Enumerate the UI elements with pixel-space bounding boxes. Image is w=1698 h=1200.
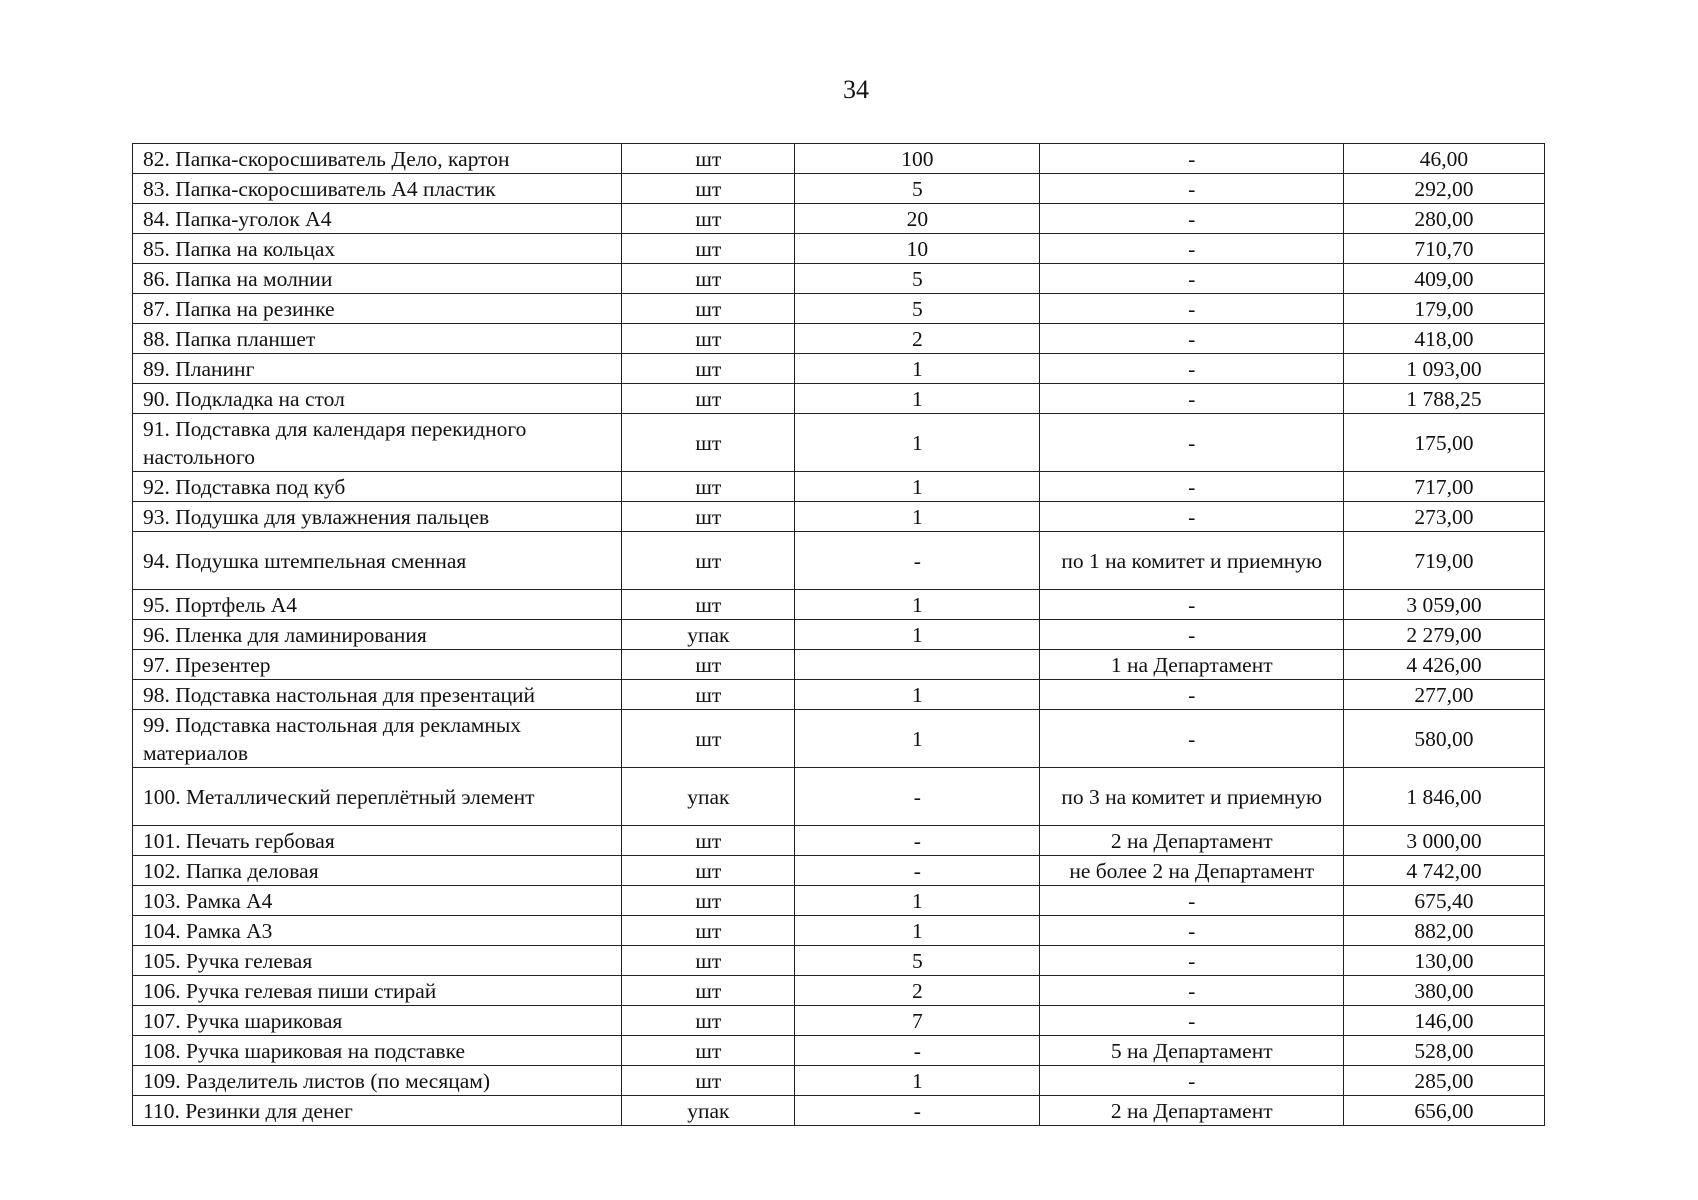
item-name-cell: 89. Планинг [133,354,622,384]
item-unit-cell: упак [622,768,795,826]
item-price-cell: 882,00 [1343,916,1544,946]
item-note-cell: - [1040,294,1344,324]
item-unit-cell: шт [622,234,795,264]
item-note-cell: - [1040,916,1344,946]
item-note-cell: - [1040,472,1344,502]
item-quantity-cell: 1 [795,680,1040,710]
item-quantity-cell: 20 [795,204,1040,234]
item-note-cell: - [1040,324,1344,354]
item-quantity-cell: 7 [795,1006,1040,1036]
item-unit-cell: шт [622,680,795,710]
item-name-cell: 88. Папка планшет [133,324,622,354]
item-unit-cell: шт [622,856,795,886]
item-unit-cell: шт [622,976,795,1006]
item-name-cell: 110. Резинки для денег [133,1096,622,1126]
item-name-cell: 86. Папка на молнии [133,264,622,294]
table-row [133,532,1545,590]
table-row [133,1066,1545,1096]
item-unit-cell: шт [622,294,795,324]
table-row [133,710,1545,768]
item-unit-cell: шт [622,532,795,590]
item-note-cell: - [1040,144,1344,174]
item-unit-cell: шт [622,916,795,946]
table-row [133,294,1545,324]
item-note-cell: - [1040,384,1344,414]
table-row [133,946,1545,976]
item-price-cell: 580,00 [1343,710,1544,768]
item-unit-cell: шт [622,1006,795,1036]
table-row [133,414,1545,472]
item-note-cell: - [1040,502,1344,532]
item-unit-cell: упак [622,620,795,650]
table-row [133,1036,1545,1066]
item-name-cell: 96. Пленка для ламинирования [133,620,622,650]
table-row [133,1096,1545,1126]
item-quantity-cell: 1 [795,620,1040,650]
item-price-cell: 1 788,25 [1343,384,1544,414]
item-price-cell: 2 279,00 [1343,620,1544,650]
item-price-cell: 3 000,00 [1343,826,1544,856]
item-price-cell: 3 059,00 [1343,590,1544,620]
item-quantity-cell: 5 [795,264,1040,294]
item-name-cell: 98. Подставка настольная для презентаций [133,680,622,710]
item-unit-cell: шт [622,472,795,502]
items-table [132,143,1545,1126]
item-quantity-cell: - [795,1036,1040,1066]
item-note-cell: - [1040,264,1344,294]
item-note-cell: 2 на Департамент [1040,1096,1344,1126]
item-price-cell: 285,00 [1343,1066,1544,1096]
item-name-cell: 103. Рамка А4 [133,886,622,916]
item-price-cell: 277,00 [1343,680,1544,710]
item-price-cell: 4 742,00 [1343,856,1544,886]
item-unit-cell: шт [622,354,795,384]
item-unit-cell: шт [622,174,795,204]
item-note-cell: по 3 на комитет и приемную [1040,768,1344,826]
item-quantity-cell: - [795,1096,1040,1126]
table-row [133,502,1545,532]
item-quantity-cell: 10 [795,234,1040,264]
item-name-cell: 100. Металлический переплётный элемент [133,768,622,826]
item-note-cell: по 1 на комитет и приемную [1040,532,1344,590]
item-quantity-cell: 5 [795,294,1040,324]
item-quantity-cell: 1 [795,916,1040,946]
item-name-cell: 82. Папка-скоросшиватель Дело, картон [133,144,622,174]
item-price-cell: 528,00 [1343,1036,1544,1066]
item-unit-cell: шт [622,826,795,856]
item-quantity-cell: 5 [795,946,1040,976]
item-unit-cell: шт [622,710,795,768]
item-name-cell: 91. Подставка для календаря перекидного настольного [133,414,622,472]
table-row [133,856,1545,886]
item-unit-cell: шт [622,1036,795,1066]
item-quantity-cell [795,650,1040,680]
item-quantity-cell: 1 [795,590,1040,620]
item-quantity-cell: 1 [795,1066,1040,1096]
page-number: 34 [843,75,869,104]
item-price-cell: 675,40 [1343,886,1544,916]
table-row [133,620,1545,650]
item-name-cell: 84. Папка-уголок А4 [133,204,622,234]
item-unit-cell: шт [622,886,795,916]
item-note-cell: - [1040,590,1344,620]
item-price-cell: 656,00 [1343,1096,1544,1126]
item-note-cell: - [1040,620,1344,650]
item-name-cell: 104. Рамка А3 [133,916,622,946]
item-price-cell: 4 426,00 [1343,650,1544,680]
table-row [133,324,1545,354]
items-table-body [133,144,1545,1126]
table-row [133,1006,1545,1036]
item-name-cell: 109. Разделитель листов (по месяцам) [133,1066,622,1096]
item-price-cell: 409,00 [1343,264,1544,294]
table-row [133,650,1545,680]
item-unit-cell: шт [622,384,795,414]
item-unit-cell: шт [622,1066,795,1096]
item-name-cell: 90. Подкладка на стол [133,384,622,414]
item-price-cell: 1 846,00 [1343,768,1544,826]
item-price-cell: 146,00 [1343,1006,1544,1036]
table-row [133,354,1545,384]
item-note-cell: не более 2 на Департамент [1040,856,1344,886]
item-note-cell: - [1040,976,1344,1006]
item-quantity-cell: 1 [795,472,1040,502]
item-quantity-cell: 1 [795,502,1040,532]
item-name-cell: 107. Ручка шариковая [133,1006,622,1036]
item-quantity-cell: 1 [795,710,1040,768]
table-row [133,768,1545,826]
item-price-cell: 717,00 [1343,472,1544,502]
item-name-cell: 105. Ручка гелевая [133,946,622,976]
item-name-cell: 97. Презентер [133,650,622,680]
table-row [133,826,1545,856]
table-row [133,264,1545,294]
item-quantity-cell: - [795,856,1040,886]
item-name-cell: 108. Ручка шариковая на подставке [133,1036,622,1066]
item-unit-cell: шт [622,204,795,234]
item-note-cell: - [1040,174,1344,204]
item-note-cell: - [1040,1006,1344,1036]
item-name-cell: 102. Папка деловая [133,856,622,886]
item-price-cell: 418,00 [1343,324,1544,354]
item-unit-cell: шт [622,590,795,620]
item-note-cell: - [1040,886,1344,916]
item-name-cell: 93. Подушка для увлажнения пальцев [133,502,622,532]
table-row [133,916,1545,946]
item-quantity-cell: 1 [795,354,1040,384]
item-price-cell: 46,00 [1343,144,1544,174]
item-quantity-cell: 2 [795,324,1040,354]
item-name-cell: 83. Папка-скоросшиватель А4 пластик [133,174,622,204]
item-quantity-cell: 1 [795,384,1040,414]
item-note-cell: - [1040,204,1344,234]
table-row [133,680,1545,710]
table-row [133,384,1545,414]
item-note-cell: 1 на Департамент [1040,650,1344,680]
item-name-cell: 85. Папка на кольцах [133,234,622,264]
table-row [133,174,1545,204]
table-row [133,886,1545,916]
table-row [133,204,1545,234]
table-row [133,590,1545,620]
item-name-cell: 94. Подушка штемпельная сменная [133,532,622,590]
item-price-cell: 710,70 [1343,234,1544,264]
item-name-cell: 87. Папка на резинке [133,294,622,324]
item-price-cell: 179,00 [1343,294,1544,324]
table-row [133,144,1545,174]
item-unit-cell: шт [622,264,795,294]
item-quantity-cell: 100 [795,144,1040,174]
item-price-cell: 130,00 [1343,946,1544,976]
item-price-cell: 273,00 [1343,502,1544,532]
table-row [133,472,1545,502]
item-unit-cell: шт [622,650,795,680]
item-note-cell: - [1040,414,1344,472]
item-note-cell: - [1040,234,1344,264]
item-note-cell: - [1040,680,1344,710]
item-unit-cell: шт [622,502,795,532]
item-unit-cell: шт [622,946,795,976]
item-unit-cell: шт [622,414,795,472]
item-price-cell: 380,00 [1343,976,1544,1006]
item-price-cell: 719,00 [1343,532,1544,590]
item-price-cell: 292,00 [1343,174,1544,204]
item-quantity-cell: - [795,826,1040,856]
item-name-cell: 101. Печать гербовая [133,826,622,856]
item-note-cell: 2 на Департамент [1040,826,1344,856]
item-note-cell: 5 на Департамент [1040,1036,1344,1066]
item-quantity-cell: - [795,532,1040,590]
item-unit-cell: шт [622,144,795,174]
item-quantity-cell: - [795,768,1040,826]
item-note-cell: - [1040,354,1344,384]
item-note-cell: - [1040,946,1344,976]
item-name-cell: 99. Подставка настольная для рекламных материалов [133,710,622,768]
item-quantity-cell: 5 [795,174,1040,204]
item-note-cell: - [1040,710,1344,768]
item-price-cell: 1 093,00 [1343,354,1544,384]
item-unit-cell: упак [622,1096,795,1126]
item-note-cell: - [1040,1066,1344,1096]
item-name-cell: 106. Ручка гелевая пиши стирай [133,976,622,1006]
item-quantity-cell: 1 [795,886,1040,916]
table-row [133,234,1545,264]
item-quantity-cell: 1 [795,414,1040,472]
item-name-cell: 95. Портфель А4 [133,590,622,620]
table-row [133,976,1545,1006]
item-quantity-cell: 2 [795,976,1040,1006]
item-price-cell: 280,00 [1343,204,1544,234]
item-unit-cell: шт [622,324,795,354]
item-name-cell: 92. Подставка под куб [133,472,622,502]
item-price-cell: 175,00 [1343,414,1544,472]
